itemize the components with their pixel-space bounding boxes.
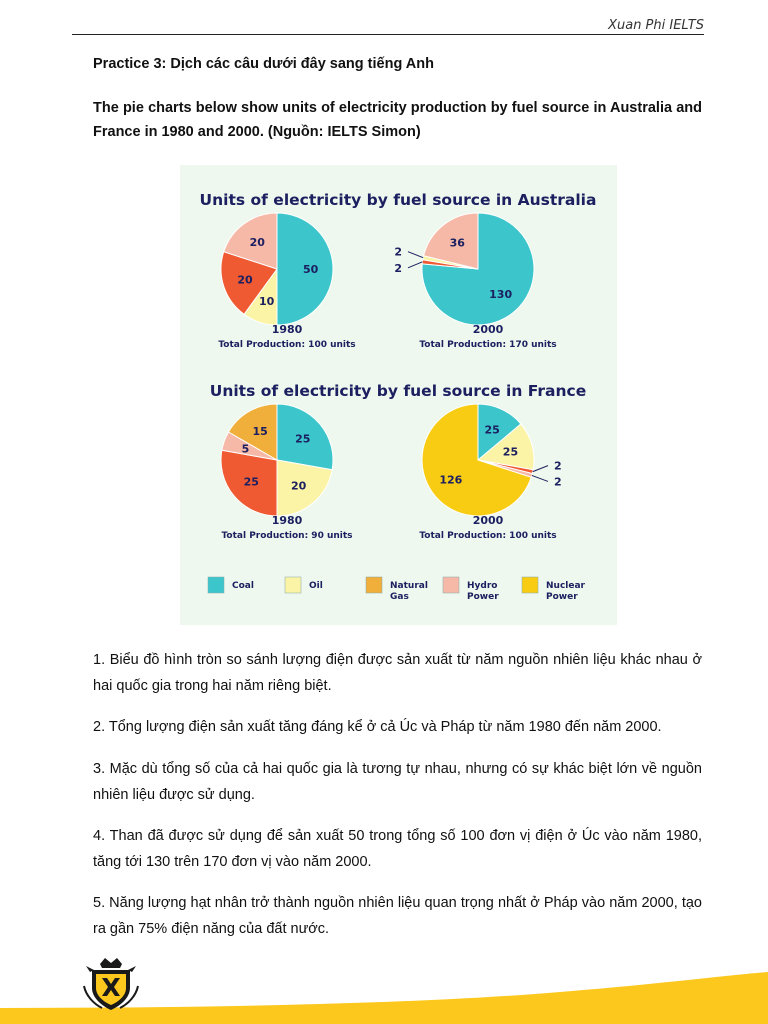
legend-label-1-1: Coal: [232, 581, 254, 591]
paragraph-3: 3. Mặc dù tổng số của cả hai quốc gia là tương tự nhau, nhưng có sự khác biệt lớn về nguồn nhiên liệu được sử dụng.: [93, 761, 702, 803]
slice-label-1-1-1: 50: [302, 263, 319, 276]
legend-label-3-1: Natural: [390, 581, 428, 591]
slice-label-2-2-5: 126: [439, 473, 463, 487]
leader-line-1-2-3: [408, 252, 423, 258]
legend-swatch-4: [443, 577, 459, 593]
legend-label-2-1: Oil: [309, 581, 323, 591]
slice-label-1-2-2: 2: [394, 261, 402, 275]
leader-line-1-2-2: [408, 262, 422, 268]
slice-label-2-1-4: 5: [241, 442, 250, 456]
legend-label-5-1: Nuclear: [546, 581, 585, 591]
intro-text: The pie charts below show units of electricity production by fuel source in Australia and France in 1980 and 2000. (Nguồn: IELTS Simon): [93, 100, 702, 140]
brand-logo-icon: [80, 956, 142, 1012]
slice-label-2-2-3: 2: [554, 459, 562, 473]
legend-swatch-1: [208, 577, 224, 593]
pie-year-1-2: 2000: [472, 323, 504, 336]
legend-swatch-2: [285, 577, 301, 593]
pie-total-2-2: Total Production: 100 units: [419, 531, 557, 541]
paragraph-4: 4. Than đã được sử dụng để sản xuất 50 trong tổng số 100 đơn vị điện ở Úc vào năm 1980, tăng tới 130 trên 170 đơn vị vào năm 2000.: [93, 828, 702, 870]
legend-swatch-5: [522, 577, 538, 593]
chart-title-1: Units of electricity by fuel source in Australia: [199, 191, 597, 209]
slice-label-1-1-2: 10: [258, 294, 275, 308]
slice-label-2-2-4: 2: [554, 475, 562, 489]
leader-line-2-2-4: [532, 475, 548, 481]
pie-year-2-2: 2000: [472, 514, 504, 527]
slice-label-2-2-1: 25: [484, 423, 500, 437]
pie-charts: [180, 165, 617, 625]
slice-label-1-1-3: 20: [237, 273, 253, 287]
pie-year-2-1: 1980: [271, 514, 303, 527]
slice-label-1-2-1: 130: [489, 287, 513, 301]
slice-label-2-1-2: 20: [290, 479, 307, 493]
pie-total-1-1: Total Production: 100 units: [218, 340, 356, 350]
leader-line-2-2-3: [533, 466, 548, 472]
paragraph-5: 5. Năng lượng hạt nhân trở thành nguồn nhiên liệu quan trọng nhất ở Pháp vào năm 2000, tạo ra gần 75% điện năng của đất nước.: [93, 895, 702, 937]
legend-label-3-2: Gas: [390, 592, 409, 602]
legend-swatch-3: [366, 577, 382, 593]
chart-panel: [180, 165, 617, 625]
paragraph-2: 2. Tổng lượng điện sản xuất tăng đáng kể ở cả Úc và Pháp từ năm 1980 đến năm 2000.: [93, 719, 662, 735]
slice-label-1-1-4: 20: [249, 235, 265, 249]
header-rule: [72, 34, 704, 35]
slice-label-1-2-3: 2: [394, 245, 402, 259]
slice-label-1-2-4: 36: [449, 236, 465, 250]
pie-total-1-2: Total Production: 170 units: [419, 340, 557, 350]
document-title: Practice 3: Dịch các câu dưới đây sang tiếng Anh: [93, 56, 434, 72]
slice-label-2-2-2: 25: [502, 445, 519, 459]
pie-year-1-1: 1980: [271, 323, 303, 336]
pie-total-2-1: Total Production: 90 units: [221, 531, 353, 541]
paragraph-1: 1. Biểu đồ hình tròn so sánh lượng điện được sản xuất từ năm nguồn nhiên liệu khác nhau ở hai quốc gia trong hai năm riêng biệt.: [93, 652, 702, 694]
slice-label-2-1-5: 15: [252, 424, 268, 438]
chart-title-2: Units of electricity by fuel source in France: [209, 382, 587, 400]
legend-label-4-1: Hydro: [467, 581, 498, 591]
slice-label-2-1-3: 25: [243, 475, 259, 489]
legend-label-5-2: Power: [546, 592, 578, 602]
header-brand: Xuan Phi IELTS: [608, 18, 704, 33]
legend-label-4-2: Power: [467, 592, 499, 602]
slice-label-2-1-1: 25: [295, 432, 311, 446]
